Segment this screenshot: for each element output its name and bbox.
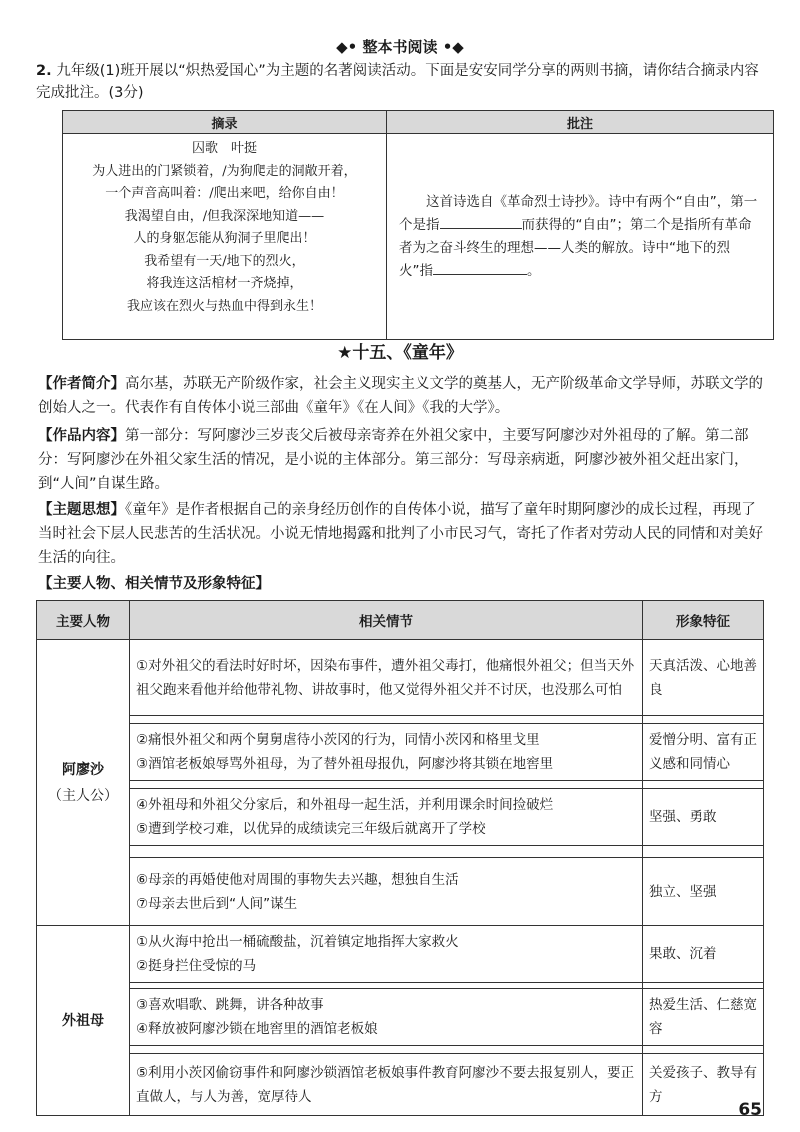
trait-cell: 爱憎分明、富有正义感和同情心	[643, 724, 764, 781]
table-row	[37, 858, 764, 926]
plot-item: ⑦母亲去世后到“人间”谋生	[136, 895, 298, 912]
table-row	[37, 789, 764, 846]
header-plot: 相关情节	[130, 601, 643, 640]
poem-line: 为人进出的门紧锁着，/为狗爬走的洞敞开着，	[92, 163, 357, 179]
header-traits: 形象特征	[643, 601, 764, 640]
theme	[38, 498, 764, 570]
table-row	[37, 724, 764, 781]
poem-cell	[63, 134, 387, 340]
trait-cell: 果敢、沉着	[643, 926, 764, 983]
trait-cell: 坚强、勇敢	[643, 789, 764, 846]
plot-item: ③喜欢唱歌、跳舞，讲各种故事	[136, 997, 324, 1013]
poem-line: 一个声音高叫着：/爬出来吧，给你自由！	[105, 186, 344, 201]
plot-item: ②挺身拦住受惊的马	[136, 958, 257, 974]
plot-cell	[130, 640, 643, 716]
section-title: ◆• 整本书阅读 •◆	[336, 38, 464, 56]
table-row	[37, 640, 764, 716]
excerpt-table	[62, 110, 774, 340]
intro-text: 高尔基，苏联无产阶级作家，社会主义现实主义文学的奠基人，无产阶级革命文学导师，苏联文学的创始人之一。代表作有自传体小说三部曲《童年》《在人间》《我的大学》。	[38, 376, 763, 416]
annotation-header: 批注	[387, 111, 774, 134]
trait-cell: 热爱生活、仁慈宽容	[643, 989, 764, 1046]
plot-cell	[130, 926, 643, 983]
question-number: 2.	[36, 63, 52, 79]
table-row	[37, 989, 764, 1046]
character-table	[36, 600, 764, 1116]
header-character: 主要人物	[37, 601, 130, 640]
page-number: 65	[738, 1100, 762, 1120]
intro-tag: 【主题思想】	[38, 502, 125, 518]
intro-text: 第一部分：写阿廖沙三岁丧父后被母亲寄养在外祖父家中，主要写阿廖沙对外祖母的了解。第二部分：写阿廖沙在外祖父家生活的情况，是小说的主体部分。第三部分：写母亲病逝，阿廖沙被外祖父赶出家门，到“人间”自谋生路。	[38, 428, 749, 492]
poem-line: 将我连这活棺材一齐烧掉，	[146, 276, 303, 291]
intro-tag: 【作品内容】	[38, 428, 125, 444]
plot-item: ⑤遭到学校刁难，以优异的成绩读完三年级后就离开了学校	[136, 821, 486, 837]
character-alyosha	[37, 640, 130, 926]
plot-cell	[130, 789, 643, 846]
author-intro	[38, 372, 764, 420]
answer-blank-1[interactable]	[440, 214, 522, 229]
table-row	[37, 1054, 764, 1116]
work-content	[38, 424, 764, 496]
character-name: 阿廖沙	[62, 761, 104, 778]
poem-title: 囚歌 叶挺	[191, 141, 257, 156]
plot-item: ①从火海中抢出一桶硫酸盐，沉着镇定地指挥大家救火	[136, 934, 459, 950]
character-grandmother: 外祖母	[37, 926, 130, 1116]
trait-cell: 天真活泼、心地善良	[643, 640, 764, 716]
poem-line: 人的身躯怎能从狗洞子里爬出！	[133, 231, 316, 246]
plot-item: ④释放被阿廖沙锁在地窖里的酒馆老板娘	[136, 1021, 378, 1037]
characters-section-title: 【主要人物、相关情节及形象特征】	[38, 576, 270, 592]
poem-line: 我希望有一天/地下的烈火，	[144, 253, 305, 269]
question-text: 九年级(1)班开展以“炽热爱国心”为主题的名著阅读活动。下面是安安同学分享的两则书摘，请你结合摘录内容完成批注。(3分)	[36, 63, 759, 101]
chapter-title: ★十五、《童年》	[337, 343, 463, 363]
intro-tag: 【作者简介】	[38, 376, 125, 392]
plot-item: ⑥母亲的再婚使他对周围的事物失去兴趣，想独自生活	[136, 871, 459, 888]
plot-item: ②痛恨外祖父和两个舅舅虐待小茨冈的行为，同情小茨冈和格里戈里	[136, 732, 540, 748]
plot-cell	[130, 858, 643, 926]
excerpt-header: 摘录	[63, 111, 387, 134]
annotation-cell	[387, 134, 774, 340]
question-2	[36, 60, 766, 104]
annotation-text-1: 这首诗选自《革命烈士诗抄》。诗中有两个“自由”，第一个是指	[399, 193, 758, 233]
poem-line: 我应该在烈火与热血中得到永生！	[126, 298, 322, 314]
table-row	[37, 926, 764, 983]
character-role: （主人公）	[48, 787, 118, 804]
plot-cell	[130, 724, 643, 781]
plot-item: ①对外祖父的看法时好时坏，因染布事件，遭外祖父毒打，他痛恨外祖父；但当天外祖父跑来看他并给他带礼物、讲故事时，他又觉得外祖父并不讨厌，也没那么可怕	[136, 657, 635, 698]
plot-cell	[130, 989, 643, 1046]
poem-line: 我渴望自由，/但我深深地知道——	[124, 208, 325, 224]
plot-item: ③酒馆老板娘辱骂外祖母，为了替外祖母报仇，阿廖沙将其锁在地窖里	[136, 756, 554, 772]
trait-cell: 关爱孩子、教导有方	[643, 1054, 764, 1116]
plot-item: ⑤利用小茨冈偷窃事件和阿廖沙锁酒馆老板娘事件教育阿廖沙不要去报复别人，要正直做人，与人为善，宽厚待人	[136, 1064, 635, 1105]
intro-text: 《童年》是作者根据自己的亲身经历创作的自传体小说，描写了童年时期阿廖沙的成长过程，再现了当时社会下层人民悲苦的生活状况。小说无情地揭露和批判了小市民习气，寄托了作者对劳动人民的同情和对美好生活的向往。	[38, 502, 763, 566]
plot-cell	[130, 1054, 643, 1116]
annotation-text-3: 。	[527, 262, 541, 279]
trait-cell: 独立、坚强	[643, 858, 764, 926]
annotation-text-2: 而获得的“自由”；第二个是指所有革命者为之奋斗终生的理想——人类的解放。诗中“地下的烈火”指	[399, 216, 752, 279]
plot-item: ④外祖母和外祖父分家后，和外祖母一起生活，并利用课余时间捡破烂	[136, 797, 554, 813]
answer-blank-2[interactable]	[433, 260, 527, 275]
